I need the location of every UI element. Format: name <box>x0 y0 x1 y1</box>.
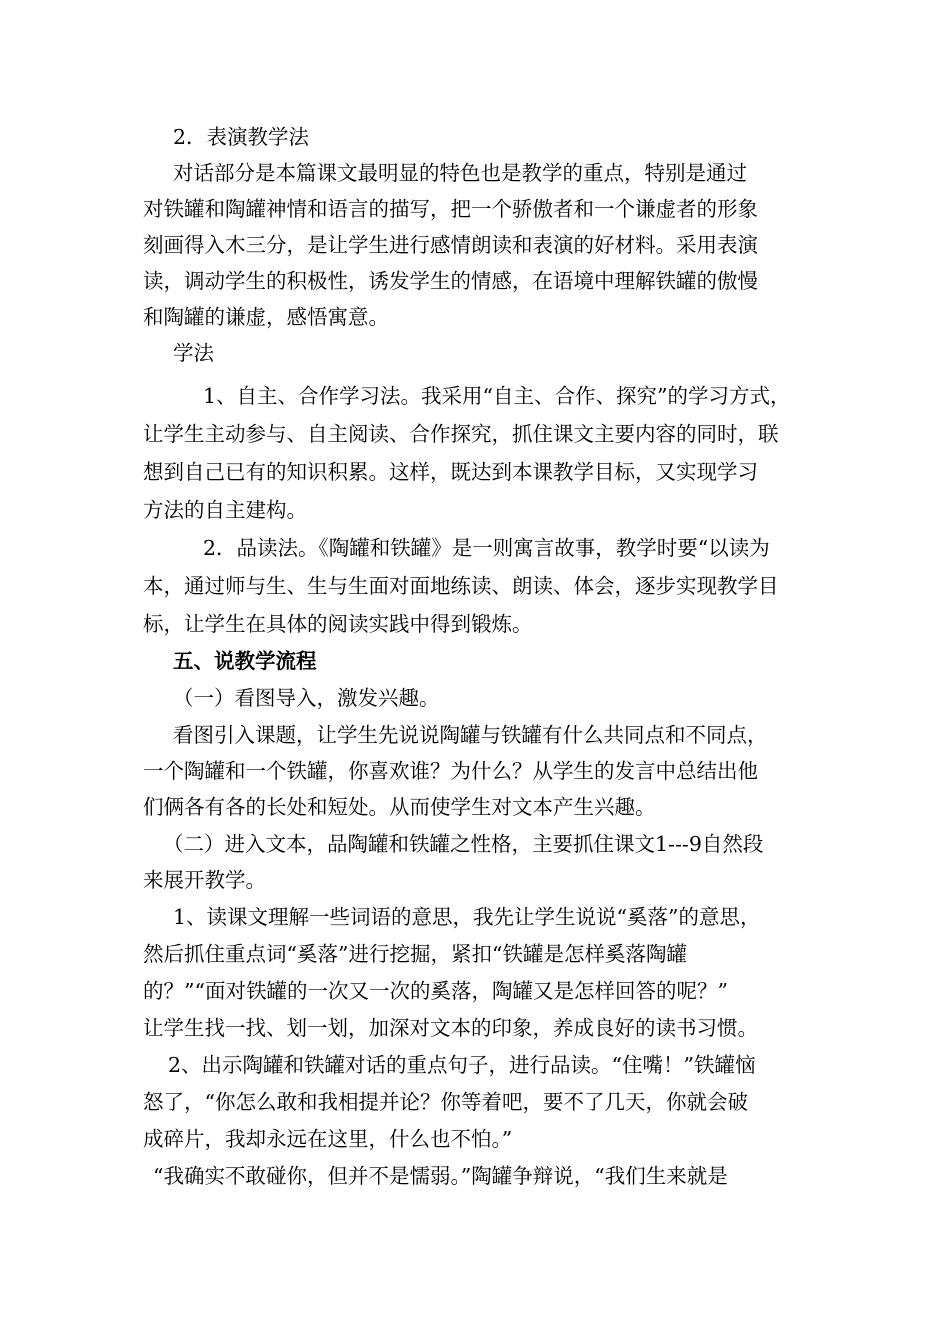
paragraph-line: 想到自己已有的知识积累。这样，既达到本课教学目标，又实现学习 <box>143 460 758 484</box>
paragraph-line: 对话部分是本篇课文最明显的特色也是教学的重点，特别是通过 <box>173 161 747 185</box>
paragraph-line: 读，调动学生的积极性，诱发学生的情感，在语境中理解铁罐的傲慢 <box>143 269 758 293</box>
paragraph-line: 2、出示陶罐和铁罐对话的重点句子，进行品读。“住嘴！”铁罐恼 <box>168 1053 756 1077</box>
paragraph-line: 们俩各有各的长处和短处。从而使学生对文本产生兴趣。 <box>143 795 656 819</box>
paragraph-line: 方法的自主建构。 <box>143 498 307 522</box>
paragraph-line: 怒了，“你怎么敢和我相提并论？你等着吧，要不了几天，你就会破 <box>143 1090 748 1114</box>
paragraph-line: 对铁罐和陶罐神情和语言的描写，把一个骄傲者和一个谦虚者的形象 <box>143 197 758 221</box>
section-heading: 五、说教学流程 <box>173 649 317 673</box>
paragraph-line: （二）进入文本，品陶罐和铁罐之性格，主要抓住课文1---9自然段 <box>163 832 764 856</box>
paragraph-line: 一个陶罐和一个铁罐，你喜欢谁？为什么？从学生的发言中总结出他 <box>143 759 758 783</box>
subheading-study-method: 学法 <box>173 341 214 365</box>
paragraph-line: 2．品读法。《陶罐和铁罐》是一则寓言故事，教学时要“以读为 <box>203 536 770 560</box>
paragraph-line: 1、自主、合作学习法。我采用“自主、合作、探究”的学习方式， <box>203 384 791 408</box>
paragraph-line: 让学生主动参与、自主阅读、合作探究，抓住课文主要内容的同时，联 <box>143 422 779 446</box>
paragraph-line: 让学生找一找、划一划，加深对文本的印象，养成良好的读书习惯。 <box>143 1016 758 1040</box>
paragraph-line: 来展开教学。 <box>143 868 266 892</box>
paragraph-line: 的？”“面对铁罐的一次又一次的奚落，陶罐又是怎样回答的呢？” <box>143 979 728 1003</box>
subsection-heading: （一）看图导入，激发兴趣。 <box>173 686 440 710</box>
subheading-performance-method: 2．表演教学法 <box>173 125 310 149</box>
paragraph-line: “我确实不敢碰你，但并不是懦弱。”陶罐争辩说，“我们生来就是 <box>153 1164 728 1188</box>
paragraph-line: 和陶罐的谦虚，感悟寓意。 <box>143 305 389 329</box>
paragraph-line: 标，让学生在具体的阅读实践中得到锻炼。 <box>143 612 533 636</box>
paragraph-line: 然后抓住重点词“奚落”进行挖掘，紧扣“铁罐是怎样奚落陶罐 <box>143 942 687 966</box>
paragraph-line: 刻画得入木三分，是让学生进行感情朗读和表演的好材料。采用表演 <box>143 233 758 257</box>
paragraph-line: 本，通过师与生、生与生面对面地练读、朗读、体会，逐步实现教学目 <box>143 574 779 598</box>
paragraph-line: 看图引入课题，让学生先说说陶罐与铁罐有什么共同点和不同点， <box>173 723 768 747</box>
paragraph-line: 1、读课文理解一些词语的意思，我先让学生说说“奚落”的意思， <box>173 905 761 929</box>
paragraph-line: 成碎片，我却永远在这里，什么也不怕。” <box>143 1127 513 1151</box>
